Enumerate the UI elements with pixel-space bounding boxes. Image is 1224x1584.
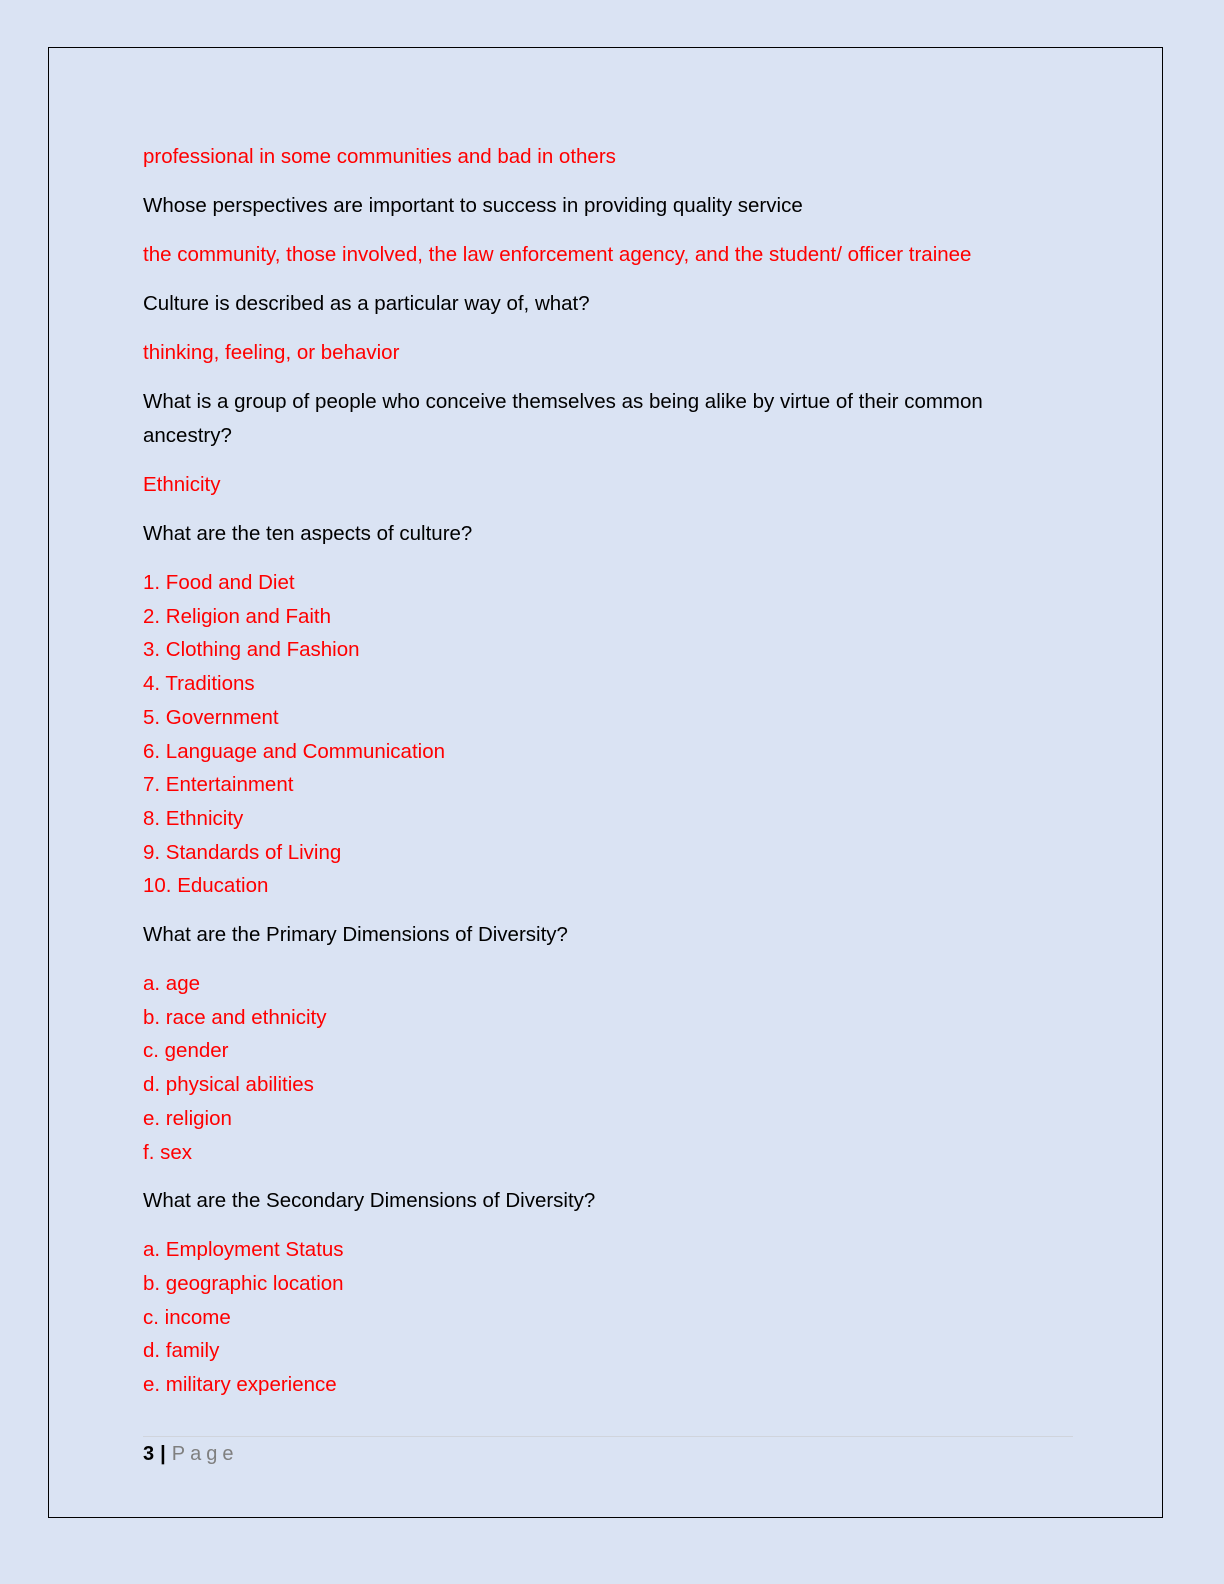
list-item: 9. Standards of Living [143,840,342,864]
list-item: a. Employment Status [143,1238,344,1262]
list-item: b. geographic location [143,1271,344,1295]
list-item: d. physical abilities [143,1073,314,1097]
question-text: Whose perspectives are important to success in providing quality service [143,194,803,217]
list-item: 8. Ethnicity [143,806,244,830]
list-item: 7. Entertainment [143,773,294,797]
list-item: 3. Clothing and Fashion [143,638,360,662]
list-item: 5. Government [143,705,279,729]
answer-list [143,566,1073,903]
list-item: 10. Education [143,874,269,898]
list-item: 2. Religion and Faith [143,604,332,628]
question-text: What are the Secondary Dimensions of Diversity? [143,1189,596,1213]
list-item: 1. Food and Diet [143,571,295,594]
list-item: d. family [143,1339,220,1363]
list-item: b. race and ethnicity [143,1005,327,1029]
list-item: 6. Language and Communication [143,739,446,763]
list-item: c. income [143,1305,231,1329]
page-number: 3 [143,1443,155,1465]
answer-text: Ethnicity [143,473,221,496]
answer-list [143,1233,1073,1402]
page-footer [143,1440,238,1468]
answer-text: thinking, feeling, or behavior [143,341,400,364]
list-item: c. gender [143,1039,229,1063]
question-text: What is a group of people who conceive themselves as being alike by virtue of their common ancestry? [143,390,983,447]
list-item: 4. Traditions [143,672,255,696]
footer-divider [143,1436,1073,1437]
document-body [143,140,1073,1417]
list-item: e. religion [143,1106,232,1130]
answer-text: the community, those involved, the law enforcement agency, and the student/ officer trainee [143,243,972,266]
list-item: a. age [143,972,200,996]
footer-separator: | [160,1443,166,1465]
list-item: f. sex [143,1140,192,1164]
question-text: What are the ten aspects of culture? [143,522,473,545]
page-label: Page [171,1443,239,1465]
answer-list [143,967,1073,1169]
answer-text: professional in some communities and bad in others [143,145,616,168]
question-text: Culture is described as a particular way of, what? [143,292,590,315]
question-text: What are the Primary Dimensions of Diversity? [143,923,568,947]
list-item: e. military experience [143,1373,337,1397]
